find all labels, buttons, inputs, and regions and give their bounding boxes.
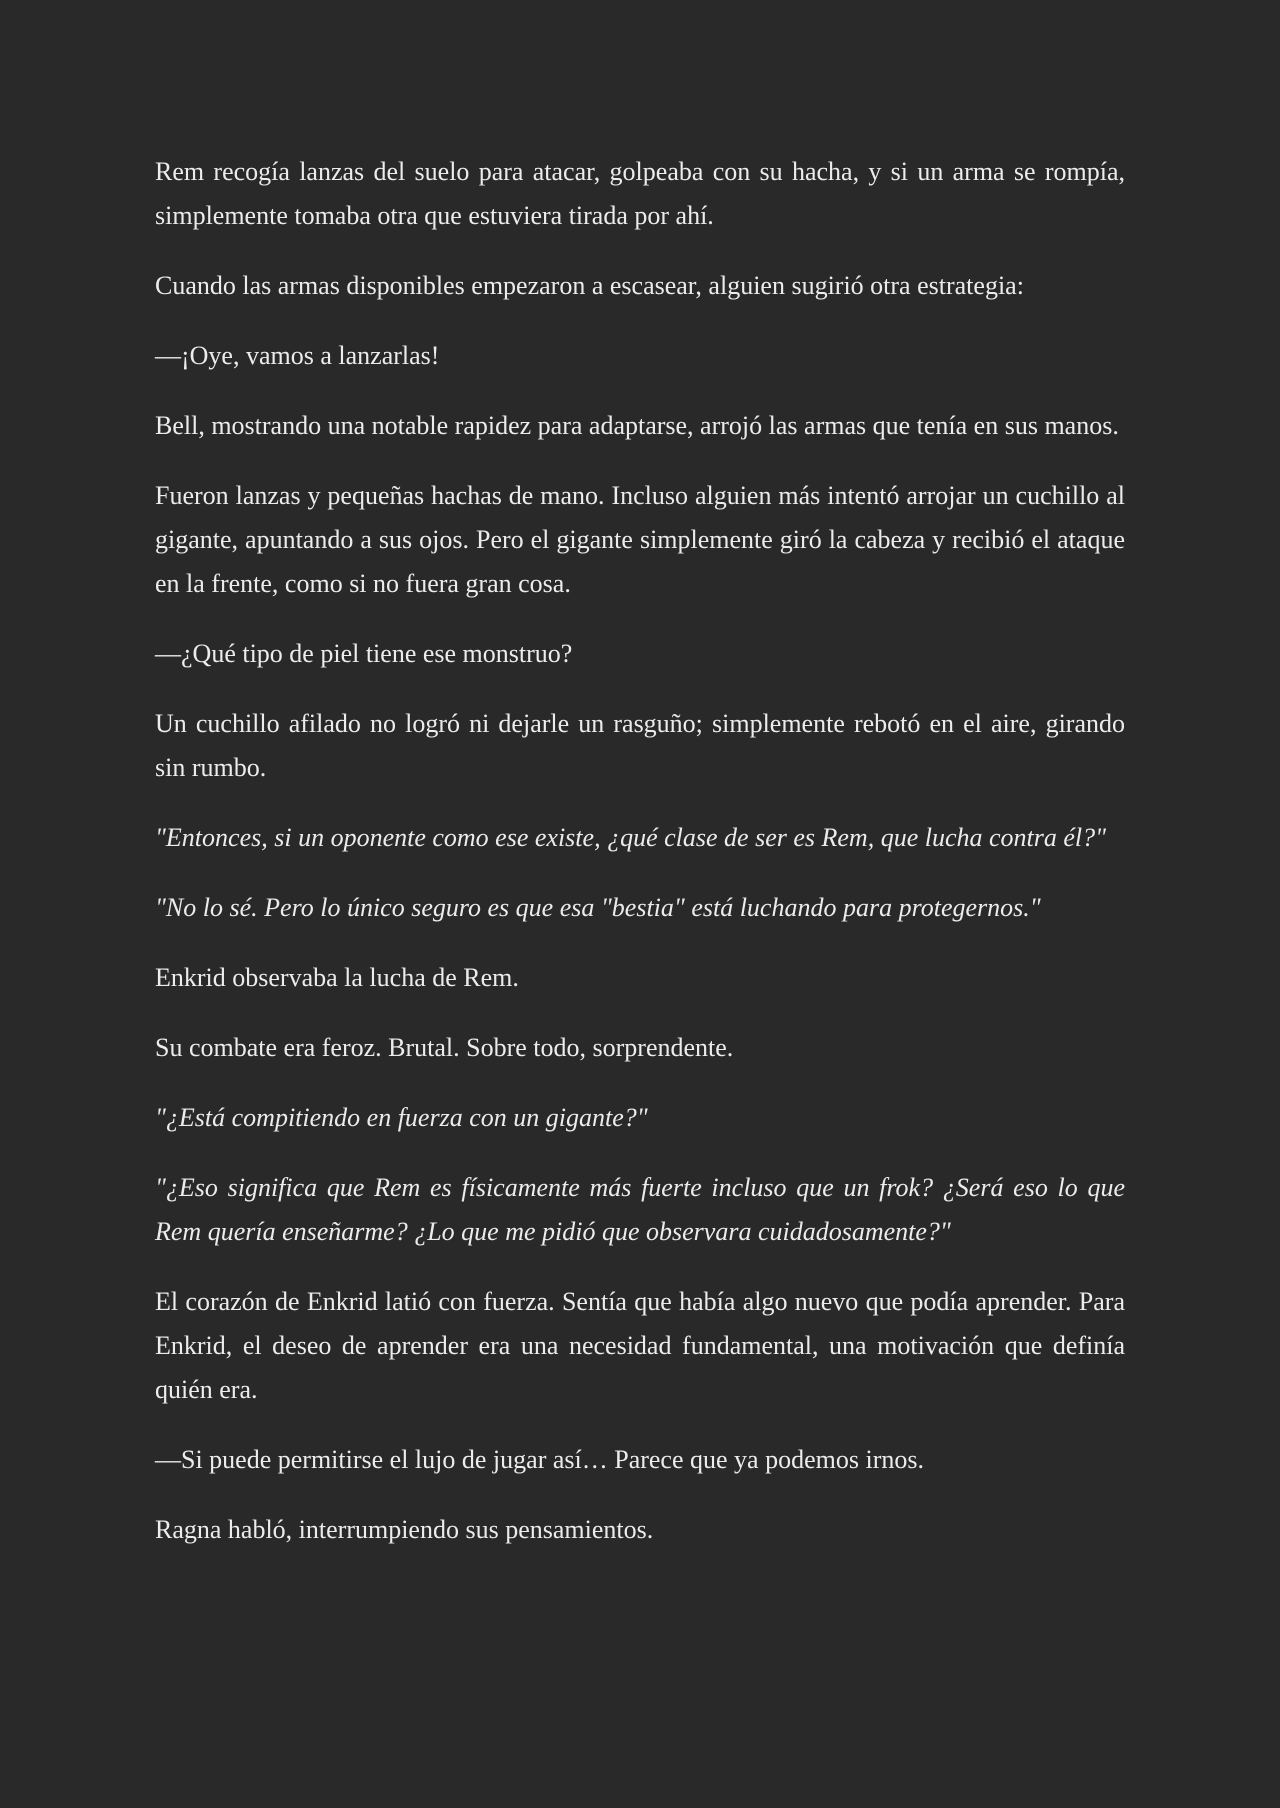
paragraph-10: Enkrid observaba la lucha de Rem. xyxy=(155,963,519,992)
paragraph-14: El corazón de Enkrid latió con fuerza. Sentía que había algo nuevo que podía aprender. Para Enkrid, el deseo de aprender era una necesidad fundamental, una motivación que definía quién era. xyxy=(155,1287,1125,1404)
paragraph-15: —Si puede permitirse el lujo de jugar así… Parece que ya podemos irnos. xyxy=(155,1445,924,1474)
paragraph-2: Cuando las armas disponibles empezaron a escasear, alguien sugirió otra estrategia: xyxy=(155,271,1024,300)
paragraph-4: Bell, mostrando una notable rapidez para adaptarse, arrojó las armas que tenía en sus manos. xyxy=(155,411,1119,440)
paragraph-5: Fueron lanzas y pequeñas hachas de mano. Incluso alguien más intentó arrojar un cuchillo al gigante, apuntando a sus ojos. Pero el gigante simplemente giró la cabeza y recibió el ataque en la frente, como si no fuera gran cosa. xyxy=(155,481,1125,598)
paragraph-6: —¿Qué tipo de piel tiene ese monstruo? xyxy=(155,639,573,668)
chapter-text xyxy=(155,150,1125,1552)
paragraph-9: "No lo sé. Pero lo único seguro es que esa "bestia" está luchando para protegernos." xyxy=(155,893,1041,922)
paragraph-1: Rem recogía lanzas del suelo para atacar, golpeaba con su hacha, y si un arma se rompía, simplemente tomaba otra que estuviera tirada por ahí. xyxy=(155,157,1125,230)
paragraph-11: Su combate era feroz. Brutal. Sobre todo, sorprendente. xyxy=(155,1033,734,1062)
paragraph-8: "Entonces, si un oponente como ese existe, ¿qué clase de ser es Rem, que lucha contra él?" xyxy=(155,823,1107,852)
paragraph-16: Ragna habló, interrumpiendo sus pensamientos. xyxy=(155,1515,654,1544)
paragraph-7: Un cuchillo afilado no logró ni dejarle un rasguño; simplemente rebotó en el aire, girando sin rumbo. xyxy=(155,709,1125,782)
paragraph-12: "¿Está compitiendo en fuerza con un gigante?" xyxy=(155,1103,648,1132)
paragraph-13: "¿Eso significa que Rem es físicamente más fuerte incluso que un frok? ¿Será eso lo que Rem quería enseñarme? ¿Lo que me pidió que observara cuidadosamente?" xyxy=(155,1173,1125,1246)
paragraph-3: —¡Oye, vamos a lanzarlas! xyxy=(155,341,440,370)
